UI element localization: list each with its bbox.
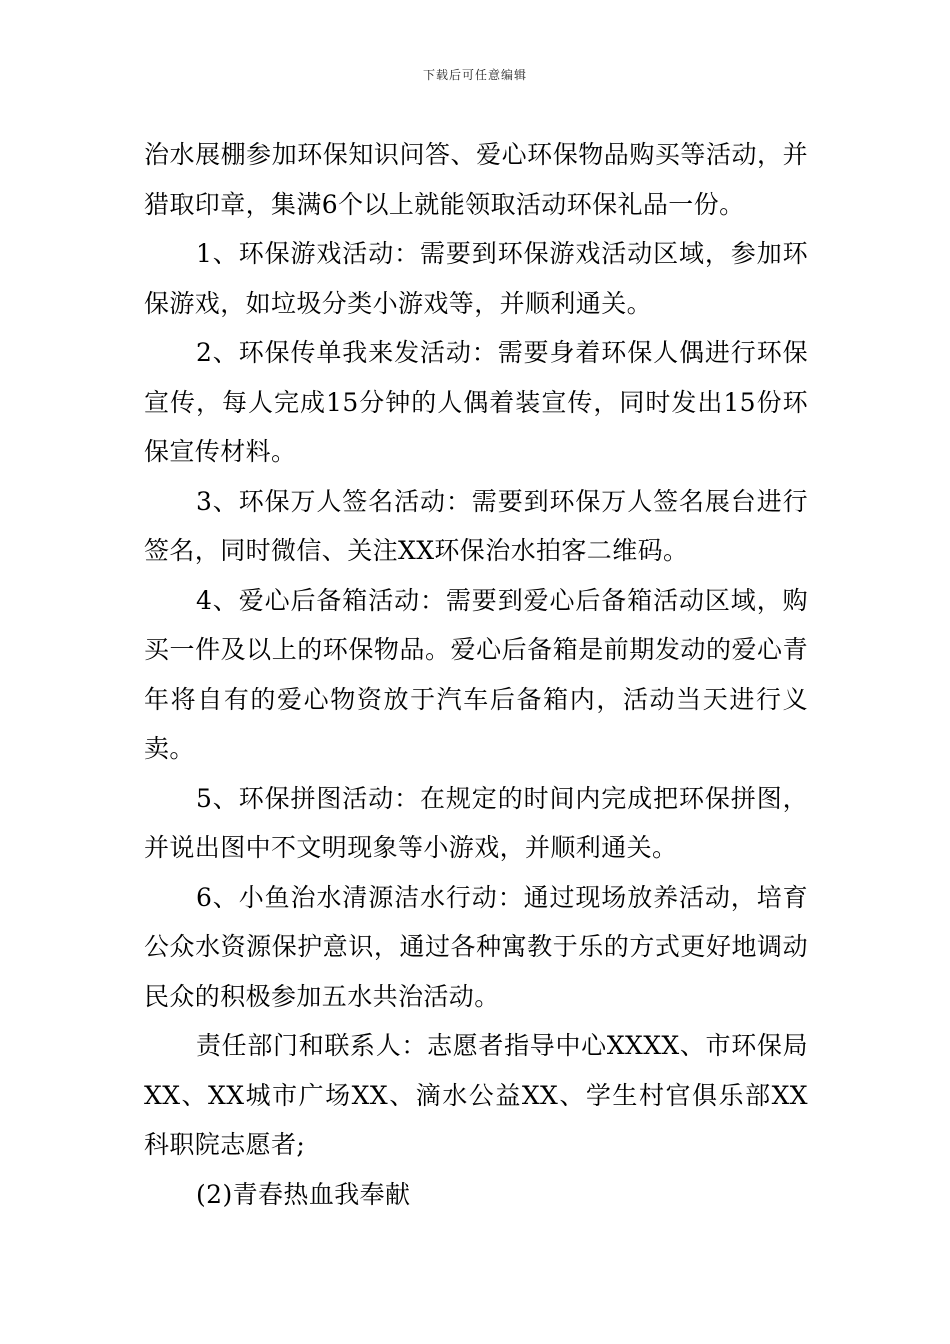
paragraph-activity-1: 1、环保游戏活动：需要到环保游戏活动区域，参加环保游戏，如垃圾分类小游戏等，并顺利通关。: [144, 239, 808, 318]
paragraph-activity-2: 2、环保传单我来发活动：需要身着环保人偶进行环保宣传，每人完成15分钟的人偶着装宣传，同时发出15份环保宣传材料。: [144, 338, 808, 466]
paragraph-continuation: 治水展棚参加环保知识问答、爱心环保物品购买等活动，并猎取印章，集满6个以上就能领取活动环保礼品一份。: [144, 140, 808, 219]
paragraph-activity-5: 5、环保拼图活动：在规定的时间内完成把环保拼图，并说出图中不文明现象等小游戏，并顺利通关。: [144, 783, 808, 862]
paragraph-activity-4: 4、爱心后备箱活动：需要到爱心后备箱活动区域，购买一件及以上的环保物品。爱心后备箱是前期发动的爱心青年将自有的爱心物资放于汽车后备箱内，活动当天进行义卖。: [144, 585, 808, 763]
document-body: [144, 130, 808, 1219]
page-header-note: 下载后可任意编辑: [422, 68, 527, 82]
paragraph-responsible-contacts: 责任部门和联系人：志愿者指导中心XXXX、市环保局XX、XX城市广场XX、滴水公益XX、学生村官俱乐部XX 科职院志愿者;: [144, 1031, 808, 1159]
section-title: (2)青春热血我奉献: [196, 1179, 411, 1209]
paragraph-activity-6: 6、小鱼治水清源洁水行动：通过现场放养活动，培育公众水资源保护意识，通过各种寓教于乐的方式更好地调动民众的积极参加五水共治活动。: [144, 882, 808, 1011]
paragraph-activity-3: 3、环保万人签名活动：需要到环保万人签名展台进行签名，同时微信、关注XX环保治水拍客二维码。: [144, 486, 808, 565]
